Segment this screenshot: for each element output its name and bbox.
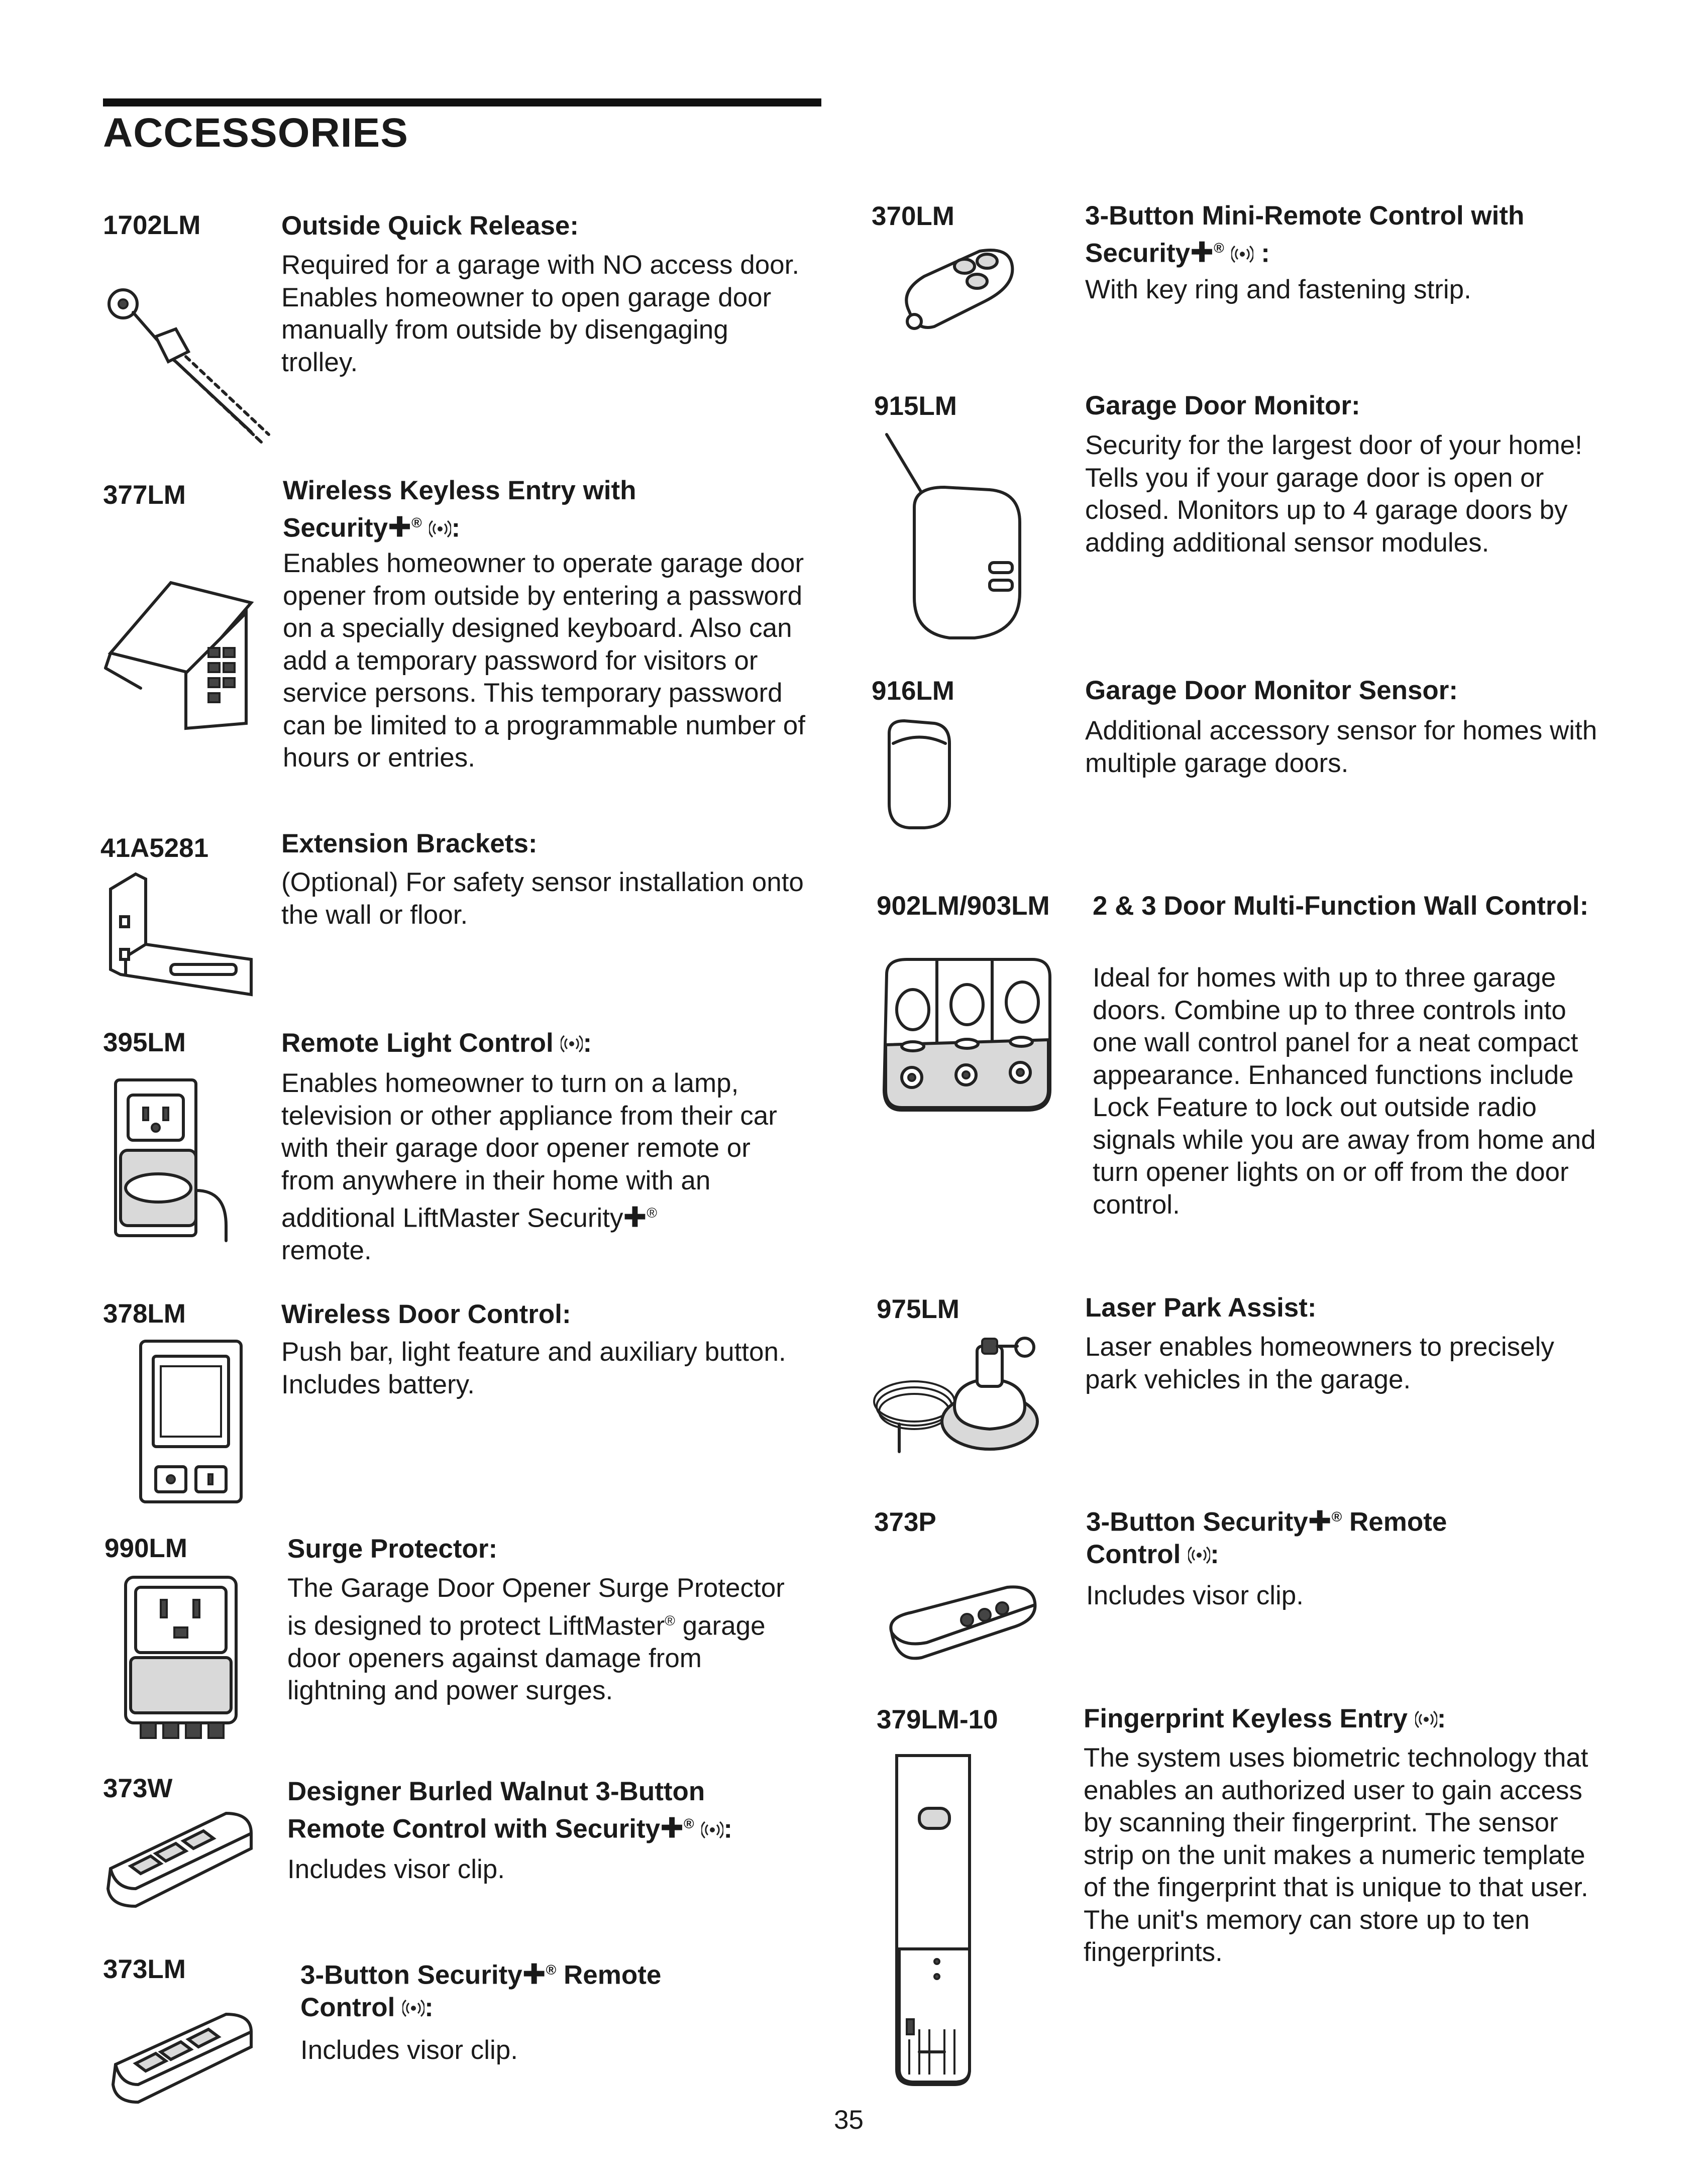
code-902lm-903lm: 902LM/903LM [877, 891, 1050, 921]
desc-373lm: Includes visor clip. [300, 2035, 518, 2065]
page-number: 35 [834, 2105, 864, 2135]
radio-wave-icon [701, 1820, 723, 1840]
garage-door-monitor-illustration [879, 427, 1030, 648]
radio-wave-icon [429, 519, 451, 539]
desc-370lm: With key ring and fastening strip. [1085, 275, 1471, 304]
keypad-illustration [100, 573, 261, 743]
code-377lm: 377LM [103, 480, 186, 510]
title-373p: 3-Button Security✚® Remote Control : [1086, 1505, 1447, 1569]
remote-373p-illustration [882, 1577, 1047, 1678]
code-379lm-10: 379LM-10 [877, 1705, 998, 1734]
security-plus-icon: ✚ [388, 511, 412, 543]
title-377lm: Wireless Keyless Entry with Security✚® : [283, 476, 636, 543]
radio-wave-icon [1231, 244, 1253, 264]
security-plus-icon: ✚ [660, 1812, 684, 1844]
fingerprint-keyless-entry-illustration [889, 1748, 980, 2095]
code-373w: 373W [103, 1774, 173, 1803]
page-heading: ACCESSORIES [103, 110, 408, 156]
desc-902lm-903lm: Ideal for homes with up to three garage doors. Combine up to three controls into one wall control panel for a neat compact appearance. Enhanced functions include Lock Feature to lock out outside radio signals while you are away from home and turn opener lights on or off from the door control. [1093, 963, 1596, 1220]
desc-379lm-10: The system uses biometric technology that enables an authorized user to gain access by scanning their fingerprint. The sensor strip on the unit makes a numeric template of the fingerprint that is unique to that user. The unit's memory can store up to ten fingerprints. [1084, 1743, 1588, 1967]
desc-41a5281: (Optional) For safety sensor installation onto the wall or floor. [281, 867, 804, 930]
desc-378lm: Push bar, light feature and auxiliary button. Includes battery. [281, 1337, 786, 1399]
title-902lm-903lm: 2 & 3 Door Multi-Function Wall Control: [1093, 891, 1589, 921]
code-1702lm: 1702LM [103, 210, 201, 240]
radio-wave-icon [402, 1998, 424, 2018]
radio-wave-icon [561, 1034, 583, 1054]
title-373lm: 3-Button Security✚® Remote Control : [300, 1958, 662, 2022]
remote-373lm-illustration [105, 2004, 266, 2115]
desc-915lm: Security for the largest door of your home! Tells you if your garage door is open or closed. Monitors up to 4 garage doors by adding additional sensor modules. [1085, 430, 1582, 558]
title-915lm: Garage Door Monitor: [1085, 391, 1360, 420]
desc-1702lm: Required for a garage with NO access door. Enables homeowner to open garage door manually from outside by disengaging trolley. [281, 250, 800, 377]
extension-bracket-illustration [105, 869, 261, 1000]
desc-373w: Includes visor clip. [287, 1855, 505, 1884]
title-975lm: Laser Park Assist: [1085, 1293, 1317, 1323]
mini-remote-illustration [894, 246, 1025, 337]
title-395lm: Remote Light Control : [281, 1028, 592, 1058]
title-378lm: Wireless Door Control: [281, 1299, 571, 1329]
title-916lm: Garage Door Monitor Sensor: [1085, 676, 1458, 705]
quick-release-illustration [100, 281, 281, 452]
code-916lm: 916LM [872, 676, 954, 706]
title-373w: Designer Burled Walnut 3-Button Remote Control with Security✚® : [287, 1777, 733, 1844]
surge-protector-illustration [121, 1572, 246, 1743]
code-41a5281: 41A5281 [100, 833, 209, 863]
desc-395lm: Enables homeowner to turn on a lamp, television or other appliance from their car with their garage door opener remote or from anywhere in their home with an additional LiftMaster Security✚® remote. [281, 1068, 777, 1266]
code-378lm: 378LM [103, 1299, 186, 1329]
code-990lm: 990LM [104, 1534, 187, 1563]
code-373lm: 373LM [103, 1954, 186, 1984]
radio-wave-icon [1188, 1545, 1210, 1565]
walnut-remote-illustration [100, 1803, 261, 1919]
light-control-illustration [111, 1075, 241, 1246]
desc-990lm: The Garage Door Opener Surge Protector is designed to protect LiftMaster® garage door openers against damage from lightning and power surges. [287, 1573, 785, 1706]
code-975lm: 975LM [877, 1294, 959, 1324]
desc-975lm: Laser enables homeowners to precisely park vehicles in the garage. [1085, 1332, 1554, 1394]
heading-rule [103, 98, 821, 106]
laser-park-assist-illustration [869, 1331, 1045, 1462]
title-370lm: 3-Button Mini-Remote Control with Security✚® : [1085, 201, 1525, 268]
security-plus-icon: ✚ [623, 1201, 647, 1233]
title-1702lm: Outside Quick Release: [281, 211, 579, 241]
security-plus-icon: ✚ [522, 1958, 546, 1990]
desc-916lm: Additional accessory sensor for homes with multiple garage doors. [1085, 716, 1597, 778]
code-395lm: 395LM [103, 1028, 186, 1057]
code-373p: 373P [874, 1507, 936, 1537]
monitor-sensor-illustration [879, 713, 959, 834]
desc-373p: Includes visor clip. [1086, 1581, 1304, 1610]
desc-377lm: Enables homeowner to operate garage door opener from outside by entering a password on a specially designed keyboard. Also can add a temporary password for visitors or service persons. This temporary password can be limited to a programmable number of hours or entries. [283, 549, 805, 773]
multi-function-wall-control-illustration [872, 954, 1057, 1120]
title-379lm-10: Fingerprint Keyless Entry : [1084, 1704, 1446, 1733]
code-370lm: 370LM [872, 201, 954, 231]
title-41a5281: Extension Brackets: [281, 829, 538, 858]
wireless-door-control-illustration [136, 1336, 251, 1507]
security-plus-icon: ✚ [1308, 1505, 1332, 1537]
code-915lm: 915LM [874, 391, 957, 421]
radio-wave-icon [1415, 1709, 1437, 1729]
title-990lm: Surge Protector: [287, 1534, 498, 1564]
security-plus-icon: ✚ [1190, 236, 1214, 268]
